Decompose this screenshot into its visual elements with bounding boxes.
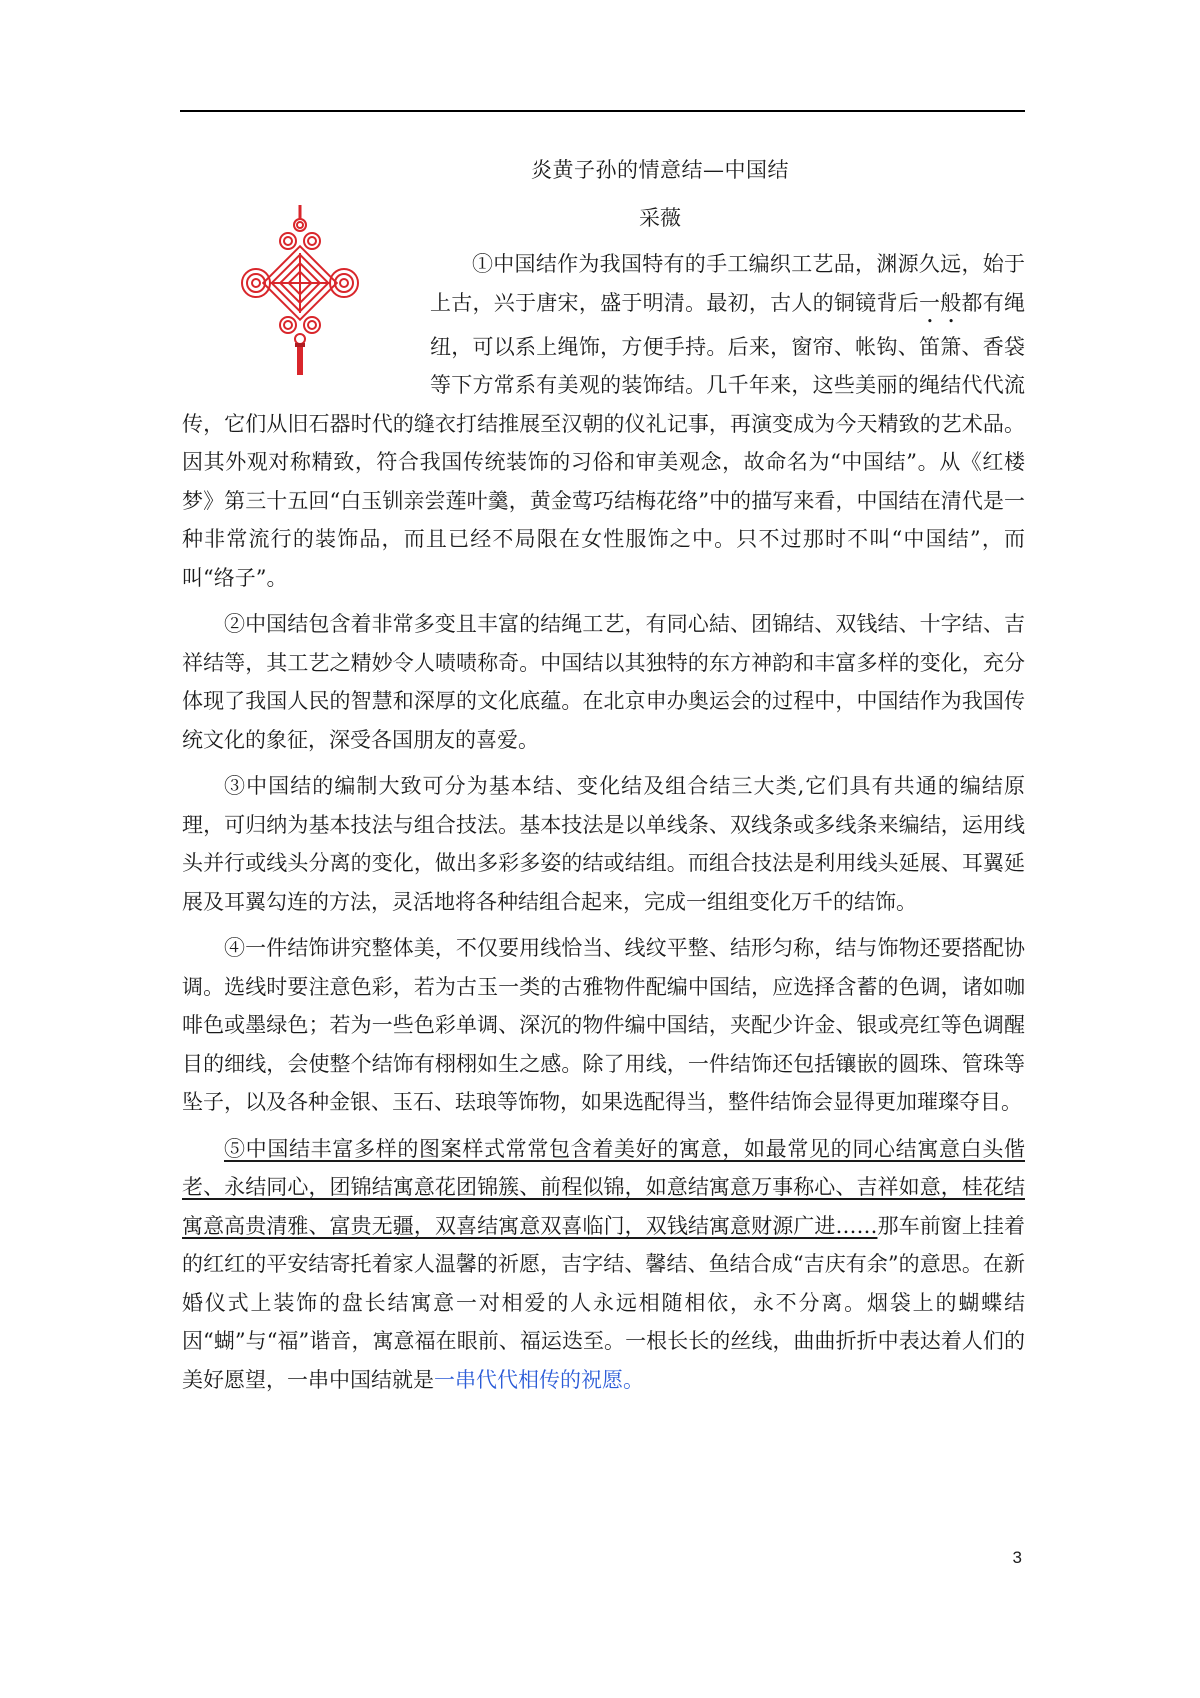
paragraph-5-text: 那车前窗上挂着的红红的平安结寄托着家人温馨的祈愿，吉字结、馨结、鱼结合成“吉庆有余”的意思。在新婚仪式上装饰的盘长结寓意一对相爱的人永远相随相依，永不分离。烟袋上的蝴蝶结因“蝴”与“福”谐音，寓意福在眼前、福运迭至。一根长长的丝线，曲曲折折中表达着人们的美好愿望，一串中国结就是	[182, 1213, 1026, 1392]
paragraph-5	[182, 1130, 1025, 1400]
paragraph-1-text: ①中国结作为我国特有的手工编织工艺品，渊源久远，始于上古，兴于唐宋，盛于明清。最初，古人的铜镜背后	[430, 252, 1025, 315]
article-body	[182, 245, 1025, 1407]
illustration-space	[182, 245, 430, 367]
paragraph-4: ④一件结饰讲究整体美，不仅要用线恰当、线纹平整、结形匀称，结与饰物还要搭配协调。选线时要注意色彩，若为古玉一类的古雅物件配编中国结，应选择含蓄的色调，诸如咖啡色或墨绿色；若为一些色彩单调、深沉的物件编中国结，夹配少许金、银或亮红等色调醒目的细线，会使整个结饰有栩栩如生之感。除了用线，一件结饰还包括镶嵌的圆珠、管珠等坠子，以及各种金银、玉石、珐琅等饰物，如果选配得当，整件结饰会显得更加璀璨夺目。	[182, 936, 1025, 1114]
page-number: 3	[1012, 1548, 1022, 1567]
underlined-text: ⑤中国结丰富多样的图案样式常常包含着美好的寓意，如最常见的同心结寓意白头偕老、永结同心，团锦结寓意花团锦簇、前程似锦，如意结寓意万事称心、吉祥如意，桂花结寓意高贵清雅、富贵无疆，双喜结寓意双喜临门，双钱结寓意财源广进……	[182, 1136, 1025, 1238]
header-rule	[180, 110, 1025, 112]
author-name: 采薇	[639, 206, 681, 230]
page-title: 炎黄子孙的情意结—中国结	[531, 158, 789, 182]
paragraph-2: ②中国结包含着非常多变且丰富的结绳工艺，有同心結、团锦结、双钱结、十字结、吉祥结等，其工艺之精妙令人啧啧称奇。中国结以其独特的东方神韵和丰富多样的变化，充分体现了我国人民的智慧和深厚的文化底蕴。在北京申办奥运会的过程中，中国结作为我国传统文化的象征，深受各国朋友的喜爱。	[182, 612, 1025, 752]
paragraph-1	[182, 245, 1025, 597]
emphasis-dotted-text: 一般	[918, 290, 962, 315]
paragraph-1-text-cont: 都有绳纽，可以系上绳饰，方便手持。后来，窗帘、帐钩、笛箫、香袋等下方常系有美观的装饰结。几千年来，这些美丽的绳结代代流传，它们从旧石器时代的缝衣打结推展至汉朝的仪礼记事，再演变成为今天精致的艺术品。因其外观对称精致，符合我国传统装饰的习俗和审美观念，故命名为“中国结”。从《红楼梦》第三十五回“白玉钏亲尝莲叶羹，黄金莺巧结梅花络”中的描写来看，中国结在清代是一种非常流行的装饰品，而且已经不局限在女性服饰之中。只不过那时不叫“中国结”，而叫“络子”。	[182, 290, 1026, 590]
paragraph-3: ③中国结的编制大致可分为基本结、变化结及组合结三大类,它们具有共通的编结原理，可归纳为基本技法与组合技法。基本技法是以单线条、双线条或多线条来编结，运用线头并行或线头分离的变化，做出多彩多姿的结或结组。而组合技法是利用线头延展、耳翼延展及耳翼勾连的方法，灵活地将各种结组合起来，完成一组组变化万千的结饰。	[182, 774, 1025, 914]
highlighted-link-text[interactable]: 一串代代相传的祝愿。	[434, 1367, 644, 1392]
